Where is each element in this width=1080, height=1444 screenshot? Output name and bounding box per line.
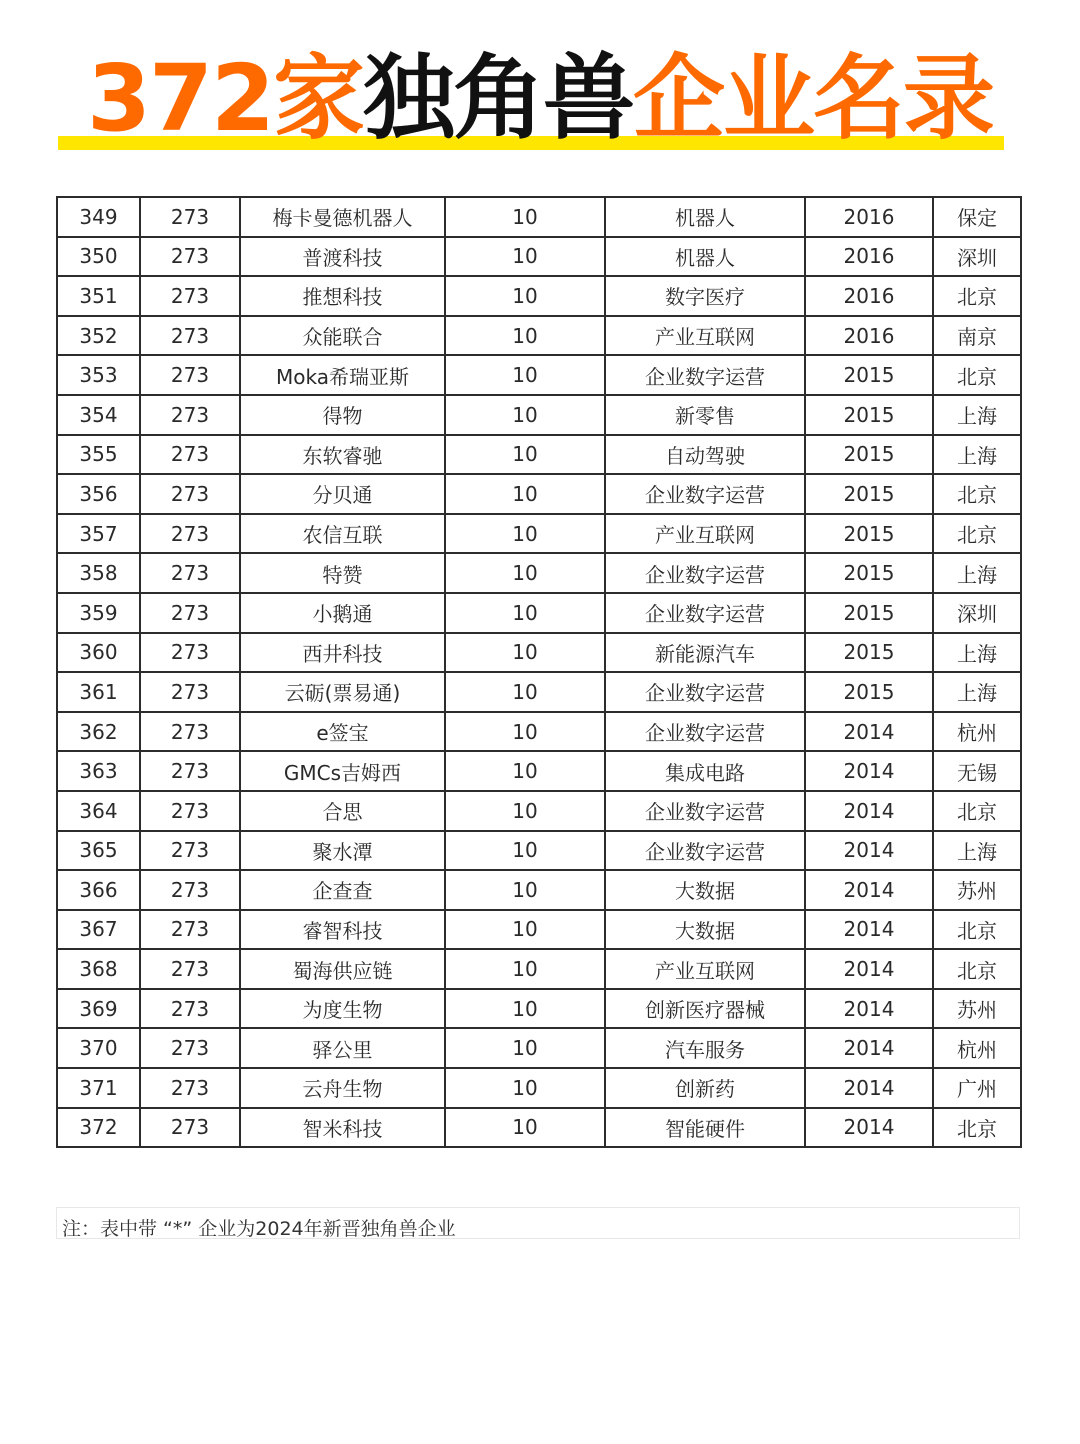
cell-rank: 273 <box>140 1108 240 1148</box>
cell-company: GMCs吉姆西 <box>240 751 445 791</box>
cell-rank: 273 <box>140 395 240 435</box>
cell-city: 上海 <box>933 435 1021 475</box>
cell-index: 355 <box>57 435 140 475</box>
cell-industry: 企业数字运营 <box>605 593 805 633</box>
cell-city: 北京 <box>933 355 1021 395</box>
cell-company: 特赞 <box>240 553 445 593</box>
cell-rank: 273 <box>140 435 240 475</box>
cell-company: 小鹅通 <box>240 593 445 633</box>
cell-valuation: 10 <box>445 435 605 475</box>
cell-index: 354 <box>57 395 140 435</box>
cell-company: 驿公里 <box>240 1028 445 1068</box>
table-row <box>57 633 1021 673</box>
cell-rank: 273 <box>140 791 240 831</box>
cell-valuation: 10 <box>445 1068 605 1108</box>
cell-valuation: 10 <box>445 1028 605 1068</box>
cell-year: 2014 <box>805 751 933 791</box>
cell-year: 2014 <box>805 989 933 1029</box>
cell-index: 365 <box>57 831 140 871</box>
cell-company: 普渡科技 <box>240 237 445 277</box>
cell-city: 北京 <box>933 276 1021 316</box>
cell-rank: 273 <box>140 197 240 237</box>
cell-industry: 企业数字运营 <box>605 553 805 593</box>
cell-industry: 产业互联网 <box>605 949 805 989</box>
cell-year: 2015 <box>805 553 933 593</box>
cell-city: 北京 <box>933 514 1021 554</box>
cell-industry: 数字医疗 <box>605 276 805 316</box>
cell-city: 北京 <box>933 949 1021 989</box>
cell-industry: 汽车服务 <box>605 1028 805 1068</box>
table-row <box>57 1068 1021 1108</box>
cell-valuation: 10 <box>445 751 605 791</box>
cell-city: 深圳 <box>933 237 1021 277</box>
table-row <box>57 355 1021 395</box>
cell-city: 南京 <box>933 316 1021 356</box>
cell-index: 349 <box>57 197 140 237</box>
cell-index: 367 <box>57 910 140 950</box>
cell-valuation: 10 <box>445 593 605 633</box>
cell-rank: 273 <box>140 949 240 989</box>
cell-year: 2015 <box>805 435 933 475</box>
table-row <box>57 514 1021 554</box>
cell-industry: 产业互联网 <box>605 316 805 356</box>
cell-index: 351 <box>57 276 140 316</box>
cell-city: 北京 <box>933 1108 1021 1148</box>
cell-rank: 273 <box>140 1028 240 1068</box>
title-part-directory: 企业名录 <box>633 45 994 152</box>
cell-rank: 273 <box>140 553 240 593</box>
cell-index: 363 <box>57 751 140 791</box>
cell-year: 2015 <box>805 395 933 435</box>
title-part-count: 372家 <box>86 45 363 152</box>
cell-year: 2014 <box>805 1108 933 1148</box>
cell-company: 企查查 <box>240 870 445 910</box>
cell-industry: 大数据 <box>605 870 805 910</box>
table-row <box>57 553 1021 593</box>
cell-index: 350 <box>57 237 140 277</box>
cell-year: 2016 <box>805 197 933 237</box>
cell-rank: 273 <box>140 831 240 871</box>
cell-year: 2016 <box>805 316 933 356</box>
cell-rank: 273 <box>140 276 240 316</box>
cell-index: 371 <box>57 1068 140 1108</box>
cell-year: 2016 <box>805 237 933 277</box>
cell-valuation: 10 <box>445 712 605 752</box>
footnote: 注：表中带 “*” 企业为2024年新晋独角兽企业 <box>62 1218 456 1240</box>
cell-industry: 企业数字运营 <box>605 831 805 871</box>
cell-city: 上海 <box>933 633 1021 673</box>
table-row <box>57 672 1021 712</box>
cell-rank: 273 <box>140 316 240 356</box>
cell-rank: 273 <box>140 474 240 514</box>
cell-index: 357 <box>57 514 140 554</box>
cell-industry: 新能源汽车 <box>605 633 805 673</box>
table-row <box>57 474 1021 514</box>
table-row <box>57 831 1021 871</box>
cell-year: 2014 <box>805 1028 933 1068</box>
cell-company: 分贝通 <box>240 474 445 514</box>
cell-city: 保定 <box>933 197 1021 237</box>
cell-industry: 产业互联网 <box>605 514 805 554</box>
cell-industry: 新零售 <box>605 395 805 435</box>
cell-index: 359 <box>57 593 140 633</box>
cell-city: 杭州 <box>933 712 1021 752</box>
page-title <box>0 44 1080 154</box>
cell-city: 上海 <box>933 395 1021 435</box>
cell-year: 2014 <box>805 870 933 910</box>
cell-rank: 273 <box>140 672 240 712</box>
table-row <box>57 870 1021 910</box>
table-row <box>57 593 1021 633</box>
cell-city: 北京 <box>933 474 1021 514</box>
cell-company: 聚水潭 <box>240 831 445 871</box>
cell-valuation: 10 <box>445 831 605 871</box>
cell-year: 2016 <box>805 276 933 316</box>
cell-rank: 273 <box>140 751 240 791</box>
table-row <box>57 949 1021 989</box>
cell-city: 北京 <box>933 791 1021 831</box>
cell-valuation: 10 <box>445 672 605 712</box>
cell-industry: 智能硬件 <box>605 1108 805 1148</box>
cell-valuation: 10 <box>445 197 605 237</box>
cell-industry: 机器人 <box>605 197 805 237</box>
cell-rank: 273 <box>140 633 240 673</box>
cell-industry: 企业数字运营 <box>605 355 805 395</box>
cell-year: 2014 <box>805 910 933 950</box>
cell-city: 杭州 <box>933 1028 1021 1068</box>
cell-index: 366 <box>57 870 140 910</box>
cell-rank: 273 <box>140 593 240 633</box>
table-row <box>57 197 1021 237</box>
cell-valuation: 10 <box>445 237 605 277</box>
cell-company: 推想科技 <box>240 276 445 316</box>
cell-valuation: 10 <box>445 276 605 316</box>
cell-index: 356 <box>57 474 140 514</box>
cell-rank: 273 <box>140 514 240 554</box>
cell-company: 东软睿驰 <box>240 435 445 475</box>
cell-company: e签宝 <box>240 712 445 752</box>
table-row <box>57 1108 1021 1148</box>
cell-industry: 自动驾驶 <box>605 435 805 475</box>
cell-valuation: 10 <box>445 553 605 593</box>
cell-city: 上海 <box>933 831 1021 871</box>
cell-year: 2014 <box>805 712 933 752</box>
cell-company: 合思 <box>240 791 445 831</box>
cell-company: 得物 <box>240 395 445 435</box>
cell-city: 上海 <box>933 672 1021 712</box>
cell-index: 352 <box>57 316 140 356</box>
cell-year: 2015 <box>805 672 933 712</box>
cell-company: 为度生物 <box>240 989 445 1029</box>
table-row <box>57 791 1021 831</box>
company-table-wrapper <box>56 196 1020 1148</box>
cell-rank: 273 <box>140 870 240 910</box>
cell-index: 368 <box>57 949 140 989</box>
cell-year: 2014 <box>805 949 933 989</box>
cell-valuation: 10 <box>445 395 605 435</box>
cell-city: 苏州 <box>933 989 1021 1029</box>
cell-index: 358 <box>57 553 140 593</box>
cell-company: 梅卡曼德机器人 <box>240 197 445 237</box>
cell-industry: 集成电路 <box>605 751 805 791</box>
table-row <box>57 237 1021 277</box>
cell-rank: 273 <box>140 237 240 277</box>
company-table <box>56 196 1022 1148</box>
cell-company: 蜀海供应链 <box>240 949 445 989</box>
cell-index: 353 <box>57 355 140 395</box>
cell-city: 无锡 <box>933 751 1021 791</box>
cell-rank: 273 <box>140 989 240 1029</box>
cell-industry: 大数据 <box>605 910 805 950</box>
table-row <box>57 751 1021 791</box>
cell-city: 广州 <box>933 1068 1021 1108</box>
cell-valuation: 10 <box>445 989 605 1029</box>
cell-valuation: 10 <box>445 514 605 554</box>
cell-company: 云舟生物 <box>240 1068 445 1108</box>
cell-index: 362 <box>57 712 140 752</box>
cell-company: Moka希瑞亚斯 <box>240 355 445 395</box>
cell-index: 361 <box>57 672 140 712</box>
cell-index: 360 <box>57 633 140 673</box>
cell-rank: 273 <box>140 910 240 950</box>
cell-year: 2015 <box>805 633 933 673</box>
cell-index: 364 <box>57 791 140 831</box>
cell-company: 众能联合 <box>240 316 445 356</box>
cell-valuation: 10 <box>445 633 605 673</box>
cell-rank: 273 <box>140 355 240 395</box>
cell-city: 深圳 <box>933 593 1021 633</box>
cell-index: 370 <box>57 1028 140 1068</box>
cell-rank: 273 <box>140 1068 240 1108</box>
table-row <box>57 989 1021 1029</box>
title-part-unicorn: 独角兽 <box>363 45 634 152</box>
cell-city: 苏州 <box>933 870 1021 910</box>
cell-year: 2014 <box>805 831 933 871</box>
cell-year: 2015 <box>805 593 933 633</box>
cell-industry: 企业数字运营 <box>605 672 805 712</box>
cell-valuation: 10 <box>445 355 605 395</box>
table-row <box>57 276 1021 316</box>
cell-industry: 机器人 <box>605 237 805 277</box>
title-banner <box>0 40 1080 160</box>
cell-year: 2014 <box>805 1068 933 1108</box>
table-row <box>57 435 1021 475</box>
cell-index: 372 <box>57 1108 140 1148</box>
cell-valuation: 10 <box>445 474 605 514</box>
cell-index: 369 <box>57 989 140 1029</box>
cell-year: 2015 <box>805 474 933 514</box>
cell-valuation: 10 <box>445 949 605 989</box>
table-row <box>57 712 1021 752</box>
cell-valuation: 10 <box>445 316 605 356</box>
cell-company: 智米科技 <box>240 1108 445 1148</box>
table-row <box>57 395 1021 435</box>
cell-industry: 企业数字运营 <box>605 712 805 752</box>
cell-city: 北京 <box>933 910 1021 950</box>
cell-company: 西井科技 <box>240 633 445 673</box>
cell-valuation: 10 <box>445 791 605 831</box>
cell-company: 云砺(票易通) <box>240 672 445 712</box>
cell-rank: 273 <box>140 712 240 752</box>
cell-company: 农信互联 <box>240 514 445 554</box>
cell-industry: 企业数字运营 <box>605 791 805 831</box>
cell-valuation: 10 <box>445 910 605 950</box>
cell-industry: 企业数字运营 <box>605 474 805 514</box>
cell-company: 睿智科技 <box>240 910 445 950</box>
table-row <box>57 910 1021 950</box>
cell-valuation: 10 <box>445 870 605 910</box>
cell-year: 2015 <box>805 355 933 395</box>
cell-year: 2015 <box>805 514 933 554</box>
cell-city: 上海 <box>933 553 1021 593</box>
table-row <box>57 1028 1021 1068</box>
table-row <box>57 316 1021 356</box>
cell-valuation: 10 <box>445 1108 605 1148</box>
cell-industry: 创新药 <box>605 1068 805 1108</box>
cell-year: 2014 <box>805 791 933 831</box>
table-body <box>57 197 1021 1147</box>
cell-industry: 创新医疗器械 <box>605 989 805 1029</box>
